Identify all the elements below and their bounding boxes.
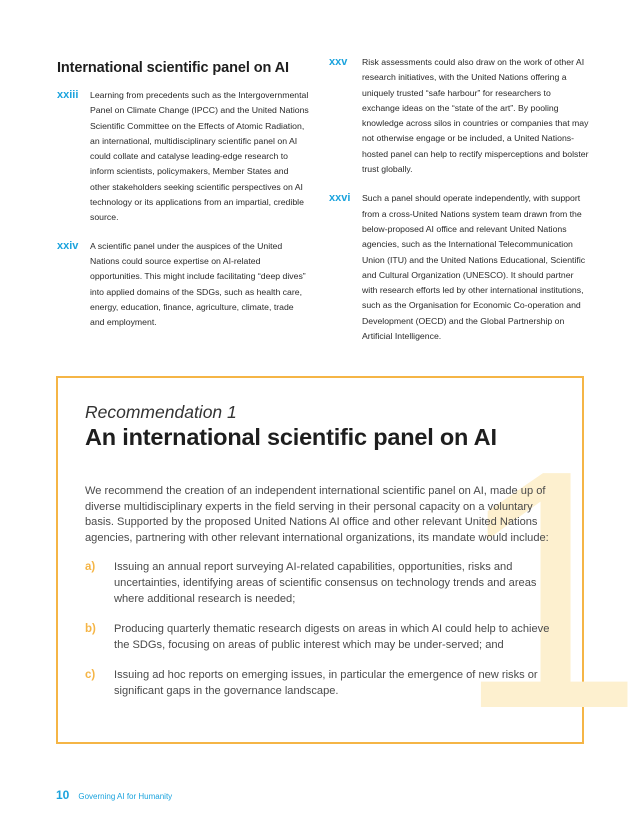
paragraph-text: A scientific panel under the auspices of the United Nations could source expertise on AI-related opportunities. This might include facilitating “deep dives” into applied domains of the SDGs, such as health care, energy, education, finance, agriculture, climate, trade and employment. bbox=[90, 240, 306, 328]
paragraph-number: xxvi bbox=[329, 192, 351, 205]
section-heading: International scientific panel on AI bbox=[57, 60, 289, 76]
recommendation-content bbox=[85, 402, 555, 715]
recommendation-title: An international scientific panel on AI bbox=[85, 424, 497, 450]
recommendation-item-b bbox=[85, 622, 555, 653]
paragraph-xxiii bbox=[57, 89, 309, 226]
paragraph-text: Risk assessments could also draw on the work of other AI research initiatives, with the United Nations offering a uniquely trusted “safe harbour” for researchers to exchange ideas on the “state of the art”. By pooling knowledge across silos in countries or companies that may not otherwise engage or be included, a United Nations-hosted panel can help to rectify misperceptions and bolster trust globally. bbox=[362, 57, 589, 175]
recommendation-number-watermark: 1 bbox=[455, 400, 644, 780]
item-text: Producing quarterly thematic research digests on areas in which AI could help to achieve the SDGs, focusing on areas of public interest which may be under-served; and bbox=[114, 623, 550, 651]
item-text: Issuing an annual report surveying AI-related capabilities, opportunities, risks and uncertainties, identifying areas of scientific consensus on technology trends and areas where additional research is needed; bbox=[114, 561, 537, 605]
paragraph-number: xxv bbox=[329, 56, 348, 68]
right-column bbox=[329, 56, 589, 359]
recommendation-item-c bbox=[85, 668, 555, 699]
paragraph-xxiv bbox=[57, 240, 309, 331]
left-column bbox=[57, 56, 309, 344]
recommendation-item-a bbox=[85, 560, 555, 607]
paragraph-xxvi bbox=[329, 192, 589, 344]
page-footer bbox=[56, 788, 172, 802]
item-letter: b) bbox=[85, 623, 96, 636]
paragraph-text: Learning from precedents such as the Intergovernmental Panel on Climate Change (IPCC) and the United Nations Scientific Committee on the Effects of Atomic Radiation, an international, multidisciplinary scientific panel on AI could collate and catalyse leading-edge research to inform scientists, policymakers, Member States and other stakeholders seeking scientific perspectives on AI technology or its applications from an impartial, credible source. bbox=[90, 90, 309, 223]
paragraph-number: xxiv bbox=[57, 239, 79, 252]
paragraph-xxv bbox=[329, 56, 589, 177]
footer-title: Governing AI for Humanity bbox=[78, 792, 173, 801]
recommendation-kicker: Recommendation 1 bbox=[85, 402, 237, 422]
item-text: Issuing ad hoc reports on emerging issues, in particular the emergence of new risks or significant gaps in the governance landscape. bbox=[114, 669, 538, 697]
item-letter: c) bbox=[85, 669, 96, 682]
paragraph-number: xxiii bbox=[57, 89, 79, 101]
item-letter: a) bbox=[85, 561, 96, 574]
page-number: 10 bbox=[56, 788, 70, 802]
recommendation-intro: We recommend the creation of an independent international scientific panel on AI, made up of diverse multidisciplinary experts in the field serving in their personal capacity on a voluntary basis. Supported by the proposed United Nations AI office and other relevant United Nations agencies, partnering with other relevant international organizations, its mandate would include: bbox=[85, 485, 549, 544]
paragraph-text: Such a panel should operate independently, with support from a cross-United Nations system team drawn from the below-proposed AI office and relevant United Nations agencies, such as the International Telecommunication Union (ITU) and the United Nations Educational, Scientific and Cultural Organization (UNESCO). It should partner with research efforts led by other international institutions, such as the Organisation for Economic Co-operation and Development (OECD) and the Global Partnership on Artificial Intelligence. bbox=[362, 193, 586, 342]
recommendation-box bbox=[56, 376, 644, 780]
